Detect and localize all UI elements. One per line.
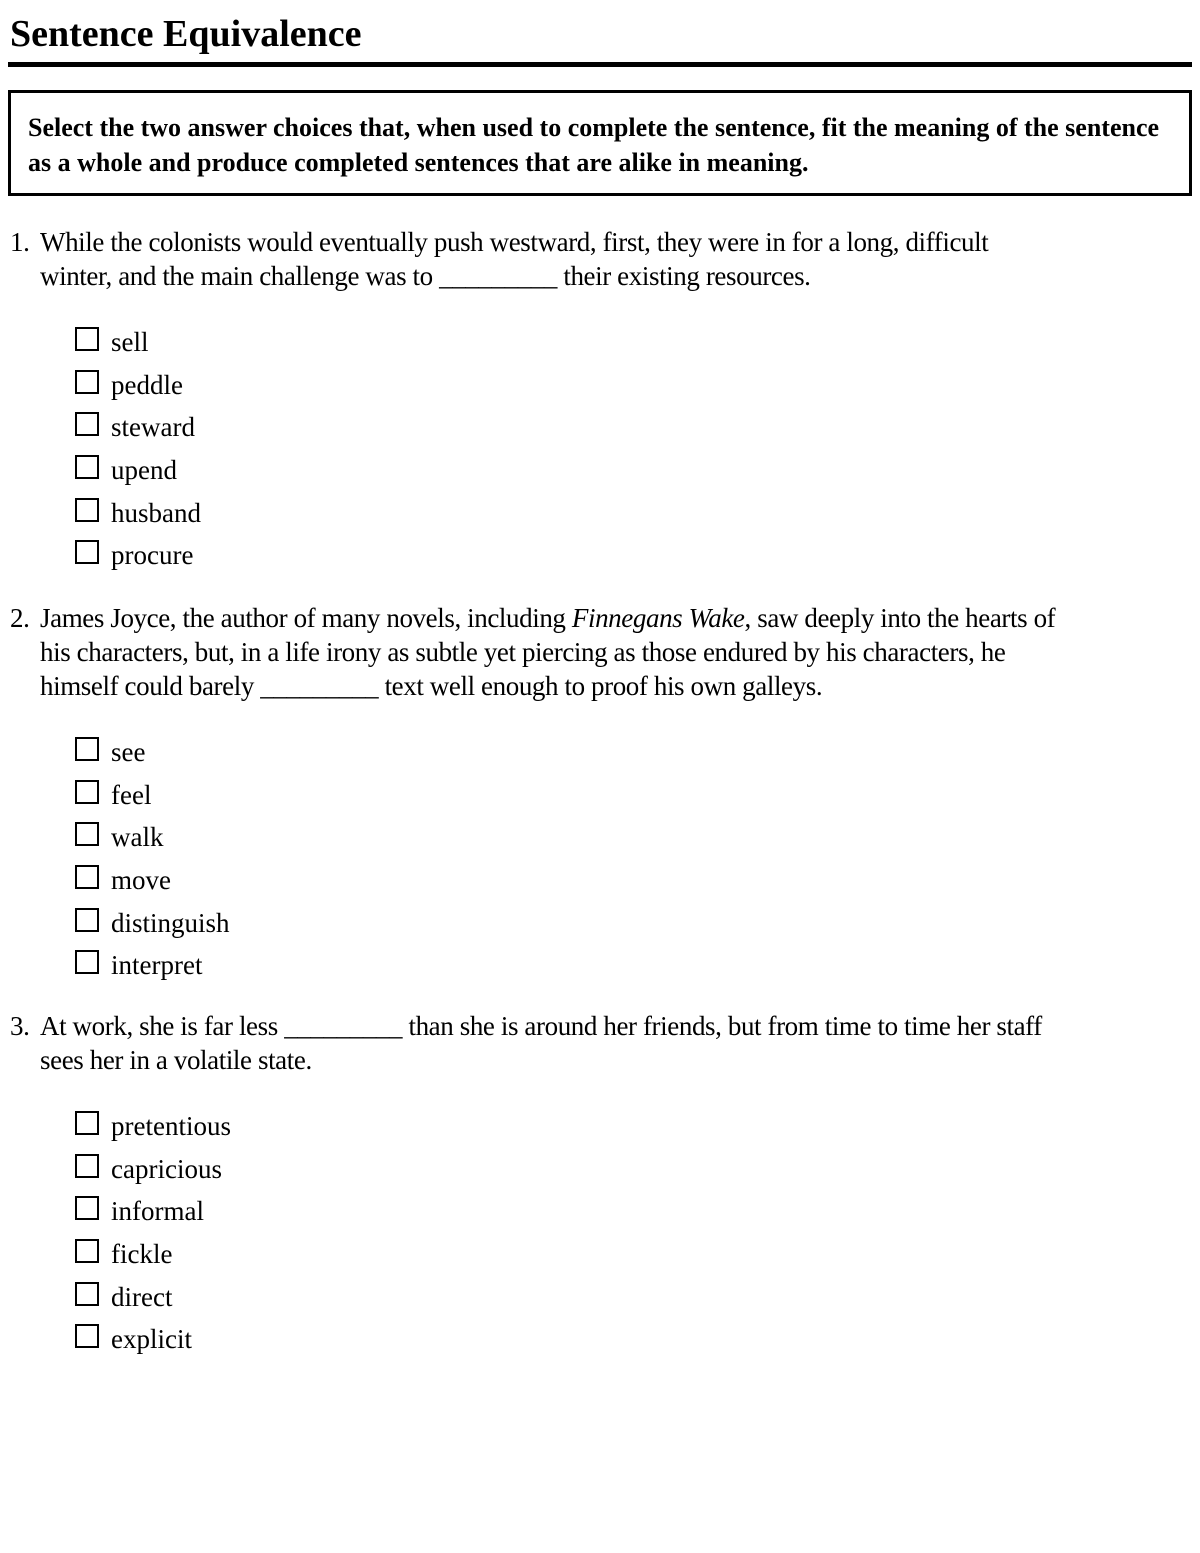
choice-label: sell [111, 327, 149, 358]
answer-choices [75, 1105, 231, 1361]
stem-text: text well enough to proof his own galleys. [384, 671, 823, 701]
answer-choice[interactable] [75, 1318, 231, 1361]
instructions-box [8, 90, 1192, 196]
answer-choice[interactable] [75, 859, 230, 902]
choice-label: explicit [111, 1324, 192, 1355]
choice-label: interpret [111, 950, 203, 981]
checkbox[interactable] [75, 498, 99, 522]
choice-label: capricious [111, 1153, 222, 1184]
question-stem [10, 601, 1190, 703]
answer-choice[interactable] [75, 491, 201, 534]
answer-choice[interactable] [75, 406, 201, 449]
checkbox[interactable] [75, 540, 99, 564]
question-stem [10, 1009, 1190, 1077]
checkbox[interactable] [75, 327, 99, 351]
checkbox[interactable] [75, 455, 99, 479]
checkbox[interactable] [75, 412, 99, 436]
choice-label: husband [111, 497, 201, 528]
choice-label: walk [111, 822, 164, 853]
answer-choice[interactable] [75, 321, 201, 364]
question-stem [10, 225, 1190, 293]
stem-text: than she is around her friends, but from time to time her staff [408, 1011, 1042, 1041]
page-title: Sentence Equivalence [10, 13, 362, 55]
checkbox[interactable] [75, 865, 99, 889]
question-number: 1. [10, 227, 30, 257]
answer-blank: _________ [284, 1011, 403, 1041]
question-number: 2. [10, 603, 30, 633]
answer-choice[interactable] [75, 364, 201, 407]
answer-choice[interactable] [75, 534, 201, 577]
answer-choice[interactable] [75, 901, 230, 944]
stem-text: James Joyce, the author of many novels, including [40, 603, 566, 633]
stem-text: , saw deeply into the hearts of [744, 603, 1056, 633]
answer-blank: _________ [439, 261, 557, 291]
checkbox[interactable] [75, 1282, 99, 1306]
choice-label: pretentious [111, 1111, 231, 1142]
instructions-text: Select the two answer choices that, when used to complete the sentence, fit the meaning of the sentence as a whole and produce completed sentences that are alike in meaning. [28, 113, 1160, 177]
answer-blank: _________ [260, 671, 379, 701]
stem-text: winter, and the main challenge was to [40, 261, 433, 291]
choice-label: procure [111, 540, 194, 571]
choice-label: distinguish [111, 907, 230, 938]
stem-line: his characters, but, in a life irony as subtle yet piercing as those endured by his characters, he [40, 637, 1006, 667]
question-number: 3. [10, 1011, 30, 1041]
choice-label: feel [111, 779, 152, 810]
stem-text: At work, she is far less [40, 1011, 278, 1041]
question-3 [10, 1009, 1190, 1355]
question-2 [10, 601, 1190, 981]
checkbox[interactable] [75, 908, 99, 932]
answer-choice[interactable] [75, 449, 201, 492]
checkbox[interactable] [75, 1111, 99, 1135]
choice-label: see [111, 737, 146, 768]
answer-choices [75, 321, 201, 577]
checkbox[interactable] [75, 737, 99, 761]
title-divider [8, 62, 1192, 67]
checkbox[interactable] [75, 780, 99, 804]
question-1 [10, 225, 1190, 571]
choice-label: fickle [111, 1239, 173, 1270]
answer-choices [75, 731, 230, 987]
answer-choice[interactable] [75, 1275, 231, 1318]
choice-label: informal [111, 1196, 204, 1227]
answer-choice[interactable] [75, 1233, 231, 1276]
choice-label: direct [111, 1281, 173, 1312]
choice-label: peddle [111, 369, 183, 400]
answer-choice[interactable] [75, 816, 230, 859]
stem-line: sees her in a volatile state. [40, 1045, 312, 1075]
stem-text: their existing resources. [563, 261, 811, 291]
answer-choice[interactable] [75, 1105, 231, 1148]
checkbox[interactable] [75, 822, 99, 846]
answer-choice[interactable] [75, 731, 230, 774]
choice-label: steward [111, 412, 195, 443]
choice-label: move [111, 865, 171, 896]
stem-text: himself could barely [40, 671, 254, 701]
checkbox[interactable] [75, 1154, 99, 1178]
answer-choice[interactable] [75, 774, 230, 817]
stem-line: While the colonists would eventually push westward, first, they were in for a long, difficult [40, 227, 989, 257]
answer-choice[interactable] [75, 1190, 231, 1233]
checkbox[interactable] [75, 370, 99, 394]
choice-label: upend [111, 455, 177, 486]
book-title: Finnegans Wake [571, 603, 745, 633]
answer-choice[interactable] [75, 1148, 231, 1191]
answer-choice[interactable] [75, 944, 230, 987]
checkbox[interactable] [75, 950, 99, 974]
checkbox[interactable] [75, 1239, 99, 1263]
checkbox[interactable] [75, 1196, 99, 1220]
checkbox[interactable] [75, 1324, 99, 1348]
